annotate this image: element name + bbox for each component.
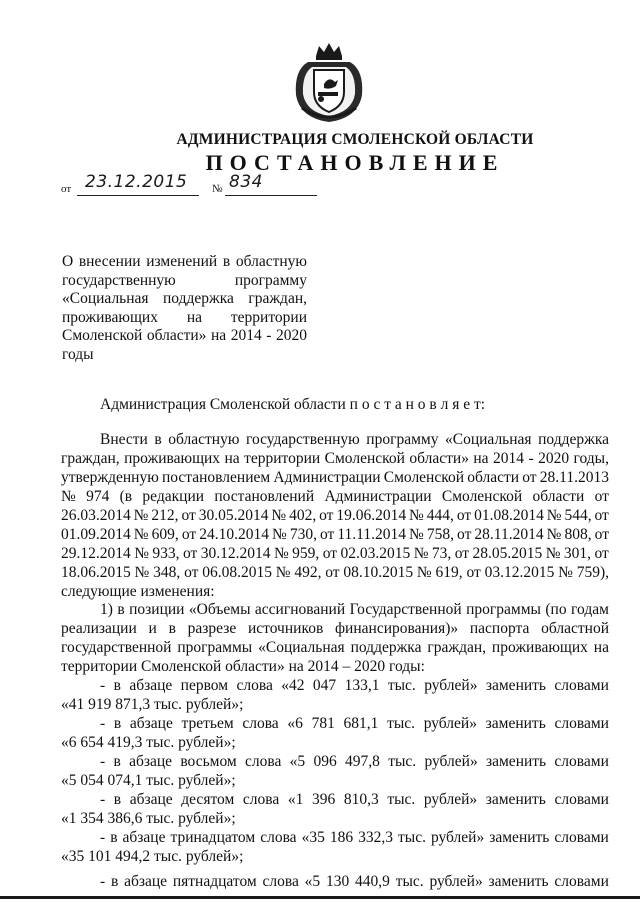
- body-word: тыс.: [395, 872, 424, 890]
- document-subject: [62, 253, 307, 365]
- body-word: областной: [541, 620, 609, 638]
- body-word: и: [148, 620, 157, 638]
- body-word: программы: [466, 601, 541, 619]
- body-word: реализации: [61, 620, 137, 638]
- body-word: №: [134, 544, 149, 562]
- body-word: 619,: [435, 563, 463, 581]
- body-word: 03.12.2015: [484, 563, 555, 581]
- body-word: 402,: [289, 506, 317, 524]
- body-word: словами: [554, 828, 609, 846]
- body-word: «1: [287, 790, 304, 808]
- body-word: №: [416, 563, 432, 581]
- body-word: заменить: [488, 872, 549, 890]
- body-word: на: [473, 449, 489, 467]
- body-word: от: [594, 487, 609, 505]
- subject-word: О: [62, 253, 74, 270]
- from-label: от: [61, 183, 72, 195]
- body-word: 24.10.2014: [199, 525, 269, 543]
- body-word: области: [467, 468, 520, 486]
- body-word: 096: [313, 752, 337, 770]
- body-word: 974: [86, 487, 110, 505]
- body-word: абзаце: [129, 752, 173, 770]
- body-word: -: [100, 677, 106, 695]
- body-word: «35: [301, 828, 325, 846]
- body-word: «Социальная: [445, 431, 532, 448]
- body-word: поддержка: [350, 639, 422, 657]
- body-word: в: [113, 715, 122, 733]
- body-word: словами: [554, 715, 609, 733]
- body-word: №: [275, 563, 291, 581]
- body-word: от: [181, 506, 196, 524]
- body-word: в: [113, 790, 122, 808]
- body-word: от: [322, 544, 338, 562]
- subject-word: на: [186, 308, 203, 326]
- body-line: [61, 431, 609, 450]
- body-word: 26.03.2014: [61, 506, 131, 524]
- body-word: от: [182, 544, 198, 562]
- body-word: от: [319, 506, 334, 524]
- body-word: от: [325, 563, 340, 581]
- handwritten-number: 834: [229, 172, 263, 192]
- organization-name: АДМИНИСТРАЦИЯ СМОЛЕНСКОЙ ОБЛАСТИ: [176, 131, 534, 148]
- body-word: 444,: [426, 506, 454, 524]
- subject-word: территории: [230, 308, 307, 326]
- body-word: 133,1: [344, 677, 380, 695]
- body-word: Внести: [100, 431, 148, 448]
- body-line: [61, 564, 609, 583]
- body-word: редакции: [142, 487, 205, 505]
- body-word: №: [273, 544, 289, 562]
- body-line: [61, 791, 609, 810]
- body-word: на: [593, 639, 609, 657]
- subject-word: государственную: [62, 271, 176, 289]
- body-word: рублей»: [424, 752, 478, 770]
- body-word: 06.08.2015: [202, 563, 272, 581]
- body-word: абзаце: [122, 828, 166, 846]
- body-word: 933,: [152, 544, 180, 562]
- body-line: [61, 639, 609, 658]
- body-word: программу: [366, 431, 439, 448]
- subject-line: [62, 327, 307, 346]
- body-word: источников: [247, 620, 324, 638]
- body-word: 301,: [563, 544, 592, 562]
- body-word: 759),: [576, 563, 609, 581]
- subject-line: [62, 309, 307, 328]
- body-word: №: [546, 506, 562, 524]
- body-line: [61, 507, 609, 526]
- body-word: 2014: [493, 449, 525, 467]
- body-word: тыс.: [387, 790, 416, 808]
- body-word: словами: [554, 872, 609, 890]
- body-word: территории: [244, 449, 321, 467]
- subject-line: [62, 253, 307, 272]
- body-word: -: [100, 828, 106, 846]
- body-word: -: [100, 790, 106, 808]
- body-word: Смоленской: [324, 449, 405, 467]
- body-word: области: [532, 487, 585, 505]
- body-word: рублей»: [429, 872, 483, 890]
- body-line: [61, 753, 609, 772]
- body-word: 781: [311, 715, 335, 733]
- body-word: в: [117, 601, 125, 619]
- body-word: 30.05.2014: [198, 506, 269, 524]
- body-word: 497,8: [345, 752, 380, 770]
- body-line: [61, 715, 609, 734]
- body-word: 492,: [294, 563, 322, 581]
- body-line: [61, 601, 609, 620]
- body-word: тыс.: [388, 752, 417, 770]
- body-word: в: [113, 677, 121, 695]
- body-word: проживающих: [124, 449, 221, 467]
- body-word: 758,: [426, 525, 454, 543]
- body-word: слова: [236, 677, 273, 695]
- body-word: №: [558, 563, 573, 581]
- body-word: слова: [260, 828, 297, 846]
- body-word: государственную: [245, 431, 360, 448]
- body-word: тыс.: [387, 677, 416, 695]
- body-word: 11.11.2014: [337, 525, 406, 543]
- body-word: областную: [168, 431, 240, 448]
- subject-word: 2020: [275, 327, 307, 345]
- subject-word: программу: [234, 271, 307, 289]
- subject-word: внесении: [78, 253, 141, 270]
- body-word: от: [457, 525, 472, 543]
- body-line: «5 054 074,1 тыс. рублей»;: [61, 771, 236, 789]
- subject-word: поддержка: [163, 290, 234, 308]
- subject-word: в: [222, 253, 231, 270]
- subject-word: «Социальная: [62, 290, 149, 308]
- body-word: 332,3: [358, 828, 393, 846]
- body-word: 130: [325, 872, 350, 890]
- body-word: №: [133, 525, 149, 543]
- body-word: годам: [571, 601, 609, 619]
- body-word: государственной: [61, 639, 172, 657]
- body-word: рублей»: [423, 715, 477, 733]
- body-word: №: [133, 506, 149, 524]
- body-word: №: [271, 506, 287, 524]
- body-line: «35 101 494,2 тыс. рублей»;: [61, 847, 244, 865]
- subject-word: областную: [235, 253, 307, 270]
- document-type: ПОСТАНОВЛЕНИЕ: [205, 150, 505, 175]
- body-word: заменить: [485, 715, 546, 733]
- body-word: от: [594, 525, 609, 543]
- body-word: 28.11.2013: [539, 468, 609, 486]
- body-word: в: [154, 431, 162, 448]
- body-word: поддержка: [538, 431, 609, 448]
- body-word: от: [594, 506, 609, 524]
- body-word: «Социальная: [258, 639, 345, 657]
- body-word: рублей»: [423, 790, 478, 808]
- number-label: №: [212, 183, 223, 195]
- body-line: [61, 620, 609, 639]
- body-line: «6 654 419,3 тыс. рублей»;: [61, 734, 236, 751]
- body-word: слова: [242, 790, 280, 808]
- number-underline: [225, 195, 317, 196]
- body-word: 212,: [151, 506, 179, 524]
- body-word: тыс.: [387, 715, 416, 733]
- body-word: словами: [554, 677, 609, 695]
- body-word: заменить: [485, 790, 546, 808]
- body-word: 808,: [564, 525, 592, 543]
- body-word: словами: [554, 790, 609, 808]
- body-line: [61, 829, 609, 848]
- body-word: 730,: [289, 525, 317, 543]
- body-word: тринадцатом: [170, 828, 256, 846]
- body-word: от: [466, 563, 481, 581]
- body-word: рублей»: [430, 828, 485, 846]
- handwritten-date: 23.12.2015: [85, 172, 188, 192]
- body-line: [61, 545, 609, 564]
- body-word: №: [409, 525, 424, 543]
- body-word: 609,: [151, 525, 179, 543]
- body-word: 396: [311, 790, 336, 808]
- body-word: 348,: [153, 563, 181, 581]
- body-word: заменить: [489, 828, 550, 846]
- body-word: №: [409, 506, 424, 524]
- subject-line: [62, 346, 307, 365]
- body-word: слова: [245, 752, 282, 770]
- body-word: 29.12.2014: [61, 544, 131, 562]
- body-word: в: [110, 828, 118, 846]
- subject-word: годы: [62, 345, 94, 363]
- body-word: позиции: [129, 601, 185, 619]
- body-word: абзаце: [129, 790, 173, 808]
- body-word: «6: [287, 715, 303, 733]
- body-word: области»: [409, 449, 469, 467]
- body-word: словами: [554, 752, 609, 770]
- body-word: 28.11.2014: [474, 525, 544, 543]
- body-word: 810,3: [343, 790, 379, 808]
- coat-of-arms-icon: [290, 40, 368, 126]
- body-word: Смоленской: [441, 487, 523, 505]
- body-word: «5: [304, 872, 321, 890]
- body-word: от: [454, 544, 470, 562]
- body-word: Администрации: [324, 487, 432, 505]
- body-word: десятом: [181, 790, 235, 808]
- body-word: №: [61, 487, 76, 505]
- body-word: от: [181, 525, 197, 543]
- body-word: -: [100, 752, 106, 770]
- subject-word: области»: [146, 327, 207, 345]
- body-word: 01.08.2014: [474, 506, 544, 524]
- body-word: слова: [242, 715, 279, 733]
- body-word: от: [456, 506, 472, 524]
- body-word: заменить: [486, 752, 547, 770]
- body-word: финансирования)»: [335, 620, 459, 638]
- body-word: 73,: [431, 544, 452, 562]
- subject-line: [62, 272, 307, 291]
- body-word: 08.10.2015: [343, 563, 414, 581]
- body-line: [61, 873, 609, 892]
- body-word: утвержденную: [61, 468, 159, 486]
- body-word: №: [413, 544, 429, 562]
- body-word: 01.09.2014: [61, 525, 131, 543]
- body-word: 047: [312, 677, 337, 695]
- body-word: восьмом: [180, 752, 237, 770]
- body-word: -: [528, 449, 534, 467]
- body-word: постановлений: [214, 487, 315, 505]
- body-word: -: [100, 715, 106, 733]
- subject-word: на: [210, 327, 227, 345]
- body-word: от: [184, 563, 199, 581]
- subject-word: -: [266, 327, 272, 345]
- body-word: «5: [289, 752, 306, 770]
- body-line: [61, 677, 609, 696]
- body-word: абзаце: [129, 677, 173, 695]
- body-word: заменить: [485, 677, 546, 695]
- body-word: «Объемы: [188, 601, 251, 619]
- body-word: 544,: [564, 506, 592, 524]
- body-word: №: [546, 525, 562, 543]
- subject-word: изменений: [146, 253, 218, 270]
- body-line: [61, 469, 609, 488]
- body-word: 19.06.2014: [336, 506, 407, 524]
- body-word: -: [100, 872, 106, 890]
- body-word: №: [271, 525, 287, 543]
- body-line: следующие изменения:: [61, 582, 215, 600]
- subject-word: проживающих: [62, 308, 158, 326]
- body-line: «41 919 871,3 тыс. рублей»;: [61, 696, 244, 714]
- body-line: [61, 488, 609, 507]
- body-word: от: [320, 525, 335, 543]
- document-body: [61, 431, 609, 892]
- body-word: в: [168, 620, 176, 638]
- subject-word: 2014: [230, 327, 262, 345]
- body-word: на: [224, 449, 240, 467]
- body-word: от: [594, 544, 609, 562]
- body-word: ассигнований: [254, 601, 346, 619]
- body-word: пятнадцатом: [172, 872, 257, 890]
- preamble: Администрация Смоленской области п о с т а н о в л я е т:: [100, 396, 486, 413]
- body-word: 30.12.2014: [200, 544, 271, 562]
- subject-word: Смоленской: [62, 327, 143, 345]
- body-word: в: [110, 872, 119, 890]
- body-word: программы: [177, 639, 253, 657]
- body-word: 959,: [292, 544, 320, 562]
- body-word: постановлением: [161, 468, 271, 486]
- body-line: [61, 526, 609, 545]
- body-line: территории Смоленской области» на 2014 – 2020 годы:: [61, 658, 425, 676]
- body-word: годы,: [573, 449, 609, 467]
- body-word: паспорта: [469, 620, 530, 638]
- body-word: рублей»: [424, 677, 478, 695]
- body-line: [61, 450, 609, 469]
- body-word: 440,9: [355, 872, 390, 890]
- body-word: Смоленской: [383, 468, 465, 486]
- subject-word: граждан,: [248, 290, 307, 308]
- body-word: от: [522, 468, 537, 486]
- body-word: граждан,: [427, 639, 487, 657]
- body-word: Государственной: [349, 601, 462, 619]
- body-word: разрезе: [187, 620, 237, 638]
- body-word: 1): [100, 601, 113, 619]
- body-word: первом: [180, 677, 229, 695]
- body-word: в: [113, 752, 121, 770]
- body-word: тыс.: [398, 828, 426, 846]
- body-word: абзаце: [129, 715, 173, 733]
- body-word: проживающих: [491, 639, 588, 657]
- body-word: слова: [262, 872, 299, 890]
- body-word: абзаце: [124, 872, 168, 890]
- body-word: 186: [329, 828, 354, 846]
- body-word: (в: [119, 487, 133, 505]
- subject-line: [62, 290, 307, 309]
- body-word: «42: [281, 677, 305, 695]
- date-underline: [77, 195, 199, 196]
- body-word: третьем: [181, 715, 234, 733]
- body-word: №: [545, 544, 561, 562]
- body-word: Администрации: [273, 468, 381, 486]
- body-word: 18.06.2015: [61, 563, 131, 581]
- body-word: (по: [545, 601, 567, 619]
- body-line: «1 354 386,6 тыс. рублей»;: [61, 809, 236, 827]
- date-number-line: [61, 172, 321, 200]
- body-word: 02.03.2015: [340, 544, 411, 562]
- scan-edge: [0, 896, 640, 899]
- body-word: 681,1: [343, 715, 379, 733]
- body-word: 28.05.2015: [472, 544, 543, 562]
- body-word: 2020: [538, 449, 570, 467]
- body-word: №: [134, 563, 150, 581]
- body-word: граждан,: [61, 449, 120, 467]
